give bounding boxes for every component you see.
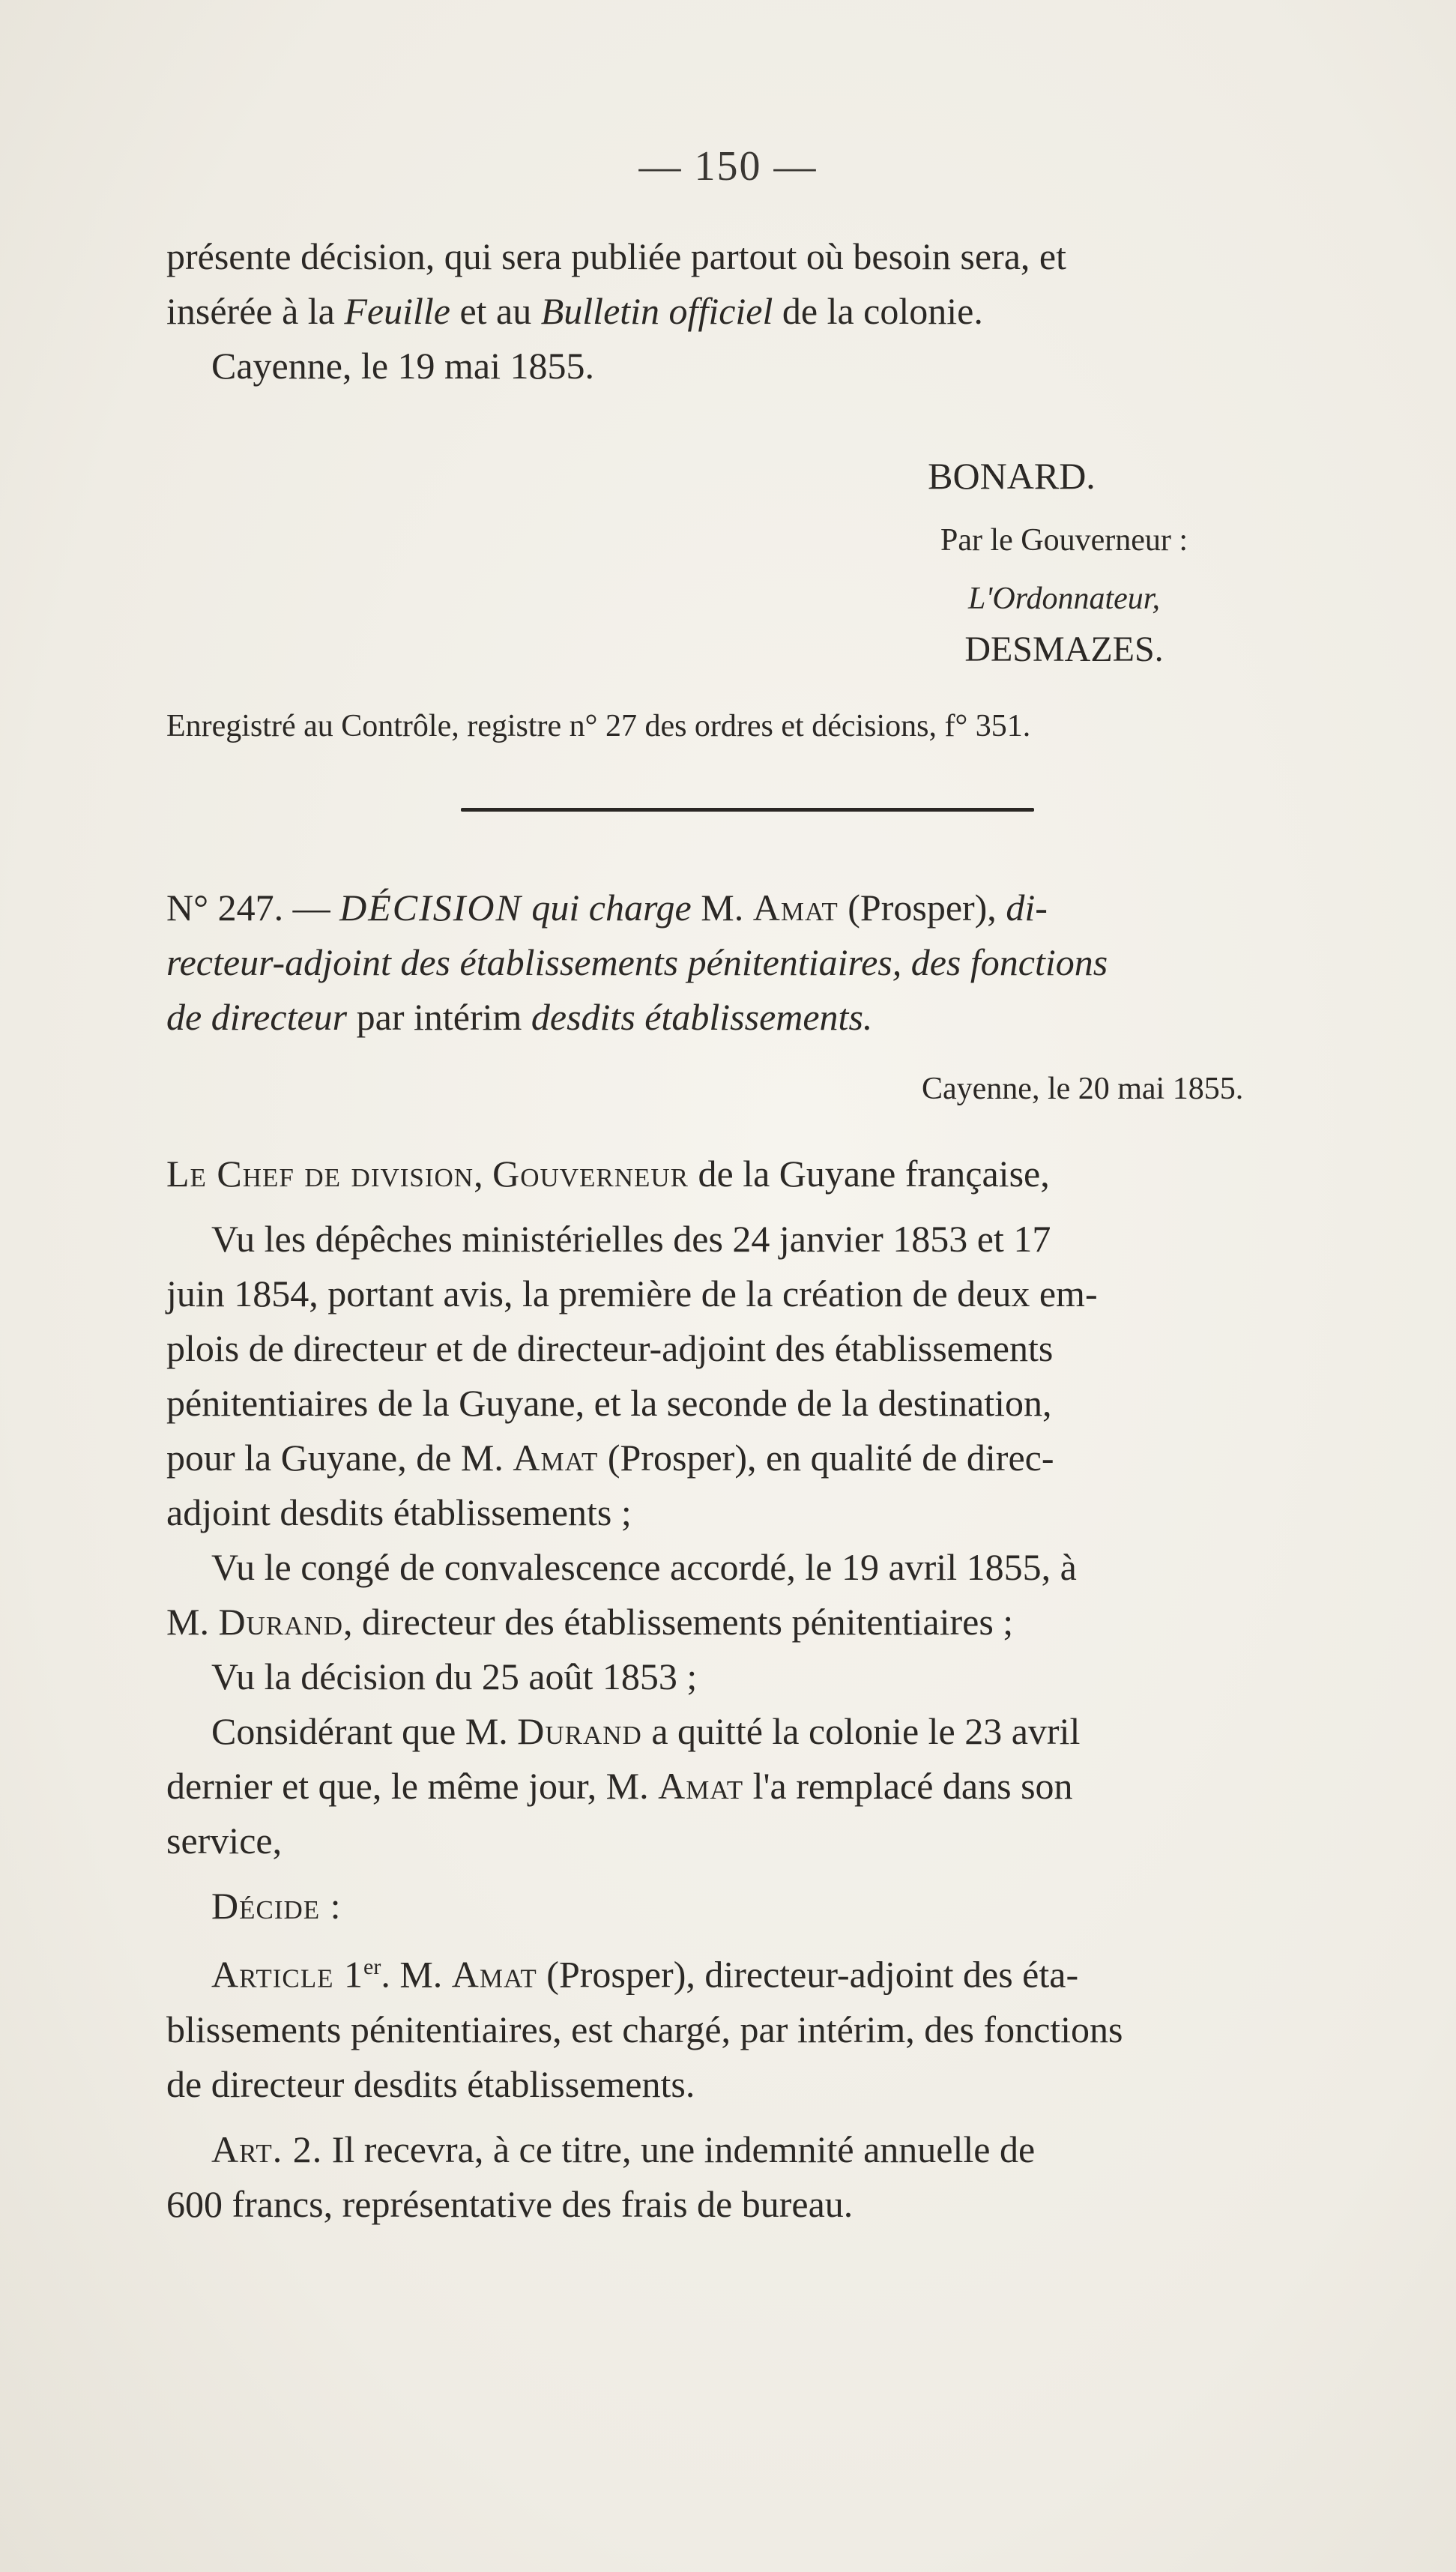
text-line [166,1704,1350,1759]
text-line [166,229,1350,284]
decision-title-line: recteur-adjoint des établissements pénitentiaires, des fonctions [166,941,1108,983]
article-2 [166,2122,1350,2177]
text-line [166,1759,1350,1814]
signature-block [824,448,1199,504]
text-line: Vu le congé de convalescence accordé, le 19 avril 1855, à [211,1546,1077,1588]
bulletin-title: Bulletin officiel [540,290,773,332]
chef-title: Le Chef de division [166,1153,474,1195]
text-line: plois de directeur et de directeur-adjoint des établissements [166,1327,1054,1369]
text: de la Guyane française, [689,1153,1050,1195]
text-line: blissements pénitentiaires, est chargé, par intérim, des fonctions [166,2008,1123,2050]
text: , directeur des établissements pénitentiaires ; [343,1601,1014,1643]
registration-note [166,703,1350,749]
par-le-gouverneur: Par le Gouverneur : [940,523,1188,558]
decision-title-line [166,881,1350,935]
text-line: service, [166,1820,283,1862]
text-line: de directeur desdits établissements. [166,2062,695,2105]
countersign-block [794,517,1334,677]
text: . M. [381,1953,452,1996]
text-line [166,1595,1350,1649]
place-date: Cayenne, le 19 mai 1855. [211,345,594,387]
section-divider [461,808,1034,812]
text: (Prosper), en qualité de direc- [598,1437,1054,1479]
article-label: Article 1 [211,1953,363,1996]
text-line: Vu les dépêches ministérielles des 24 janvier 1853 et 17 [211,1218,1051,1260]
name-durand: Durand [517,1710,642,1752]
text: pour la Guyane, de M. [166,1437,513,1479]
page-number: — 150 — [638,143,818,190]
decision-number: N° 247. — [166,887,330,929]
text: (Prosper), [838,887,1006,929]
text: insérée à la [166,290,345,332]
text: Il recevra, à ce titre, une indemnité annuelle de [322,2128,1036,2170]
name-amat: Amat [451,1953,537,1996]
closing-paragraph [166,229,1350,393]
name-durand: Durand [218,1601,344,1643]
name-amat: Amat [658,1765,744,1807]
feuille-title: Feuille [344,290,450,332]
signatory-name: BONARD. [928,455,1096,497]
text-line [166,1431,1350,1485]
text-line: juin 1854, portant avis, la première de la création de deux em- [166,1273,1098,1314]
name-amat: Amat [513,1437,599,1479]
text: de la colonie. [773,290,983,332]
text: par intérim [347,996,531,1038]
ordonnateur-title: L'Ordonnateur, [968,582,1160,616]
decision-header [166,881,1350,1045]
text: de directeur [166,996,348,1038]
text: dernier et que, le même jour, M. [166,1765,659,1807]
decision-date: Cayenne, le 20 mai 1855. [922,1072,1244,1106]
preamble [166,1147,1350,1201]
name-amat: Amat [752,887,839,929]
gouverneur-title: Gouverneur [492,1153,689,1195]
text-line [166,284,1350,339]
decision-word: DÉCISION [339,887,522,929]
text: M. [701,887,753,929]
text: , [474,1153,493,1195]
registration-text: Enregistré au Contrôle, registre n° 27 des ordres et décisions, f° 351. [166,709,1031,743]
text: qui charge [522,887,701,929]
text: di- [1006,887,1048,929]
text-line: pénitentiaires de la Guyane, et la seconde de la destination, [166,1382,1052,1424]
text: présente décision, qui sera publiée partout où besoin sera, et [166,235,1067,277]
article-1 [166,1939,1350,2002]
signatory2-name: DESMAZES. [964,630,1164,669]
text: l'a remplacé dans son [743,1765,1073,1807]
decide-heading: Décide : [211,1885,342,1927]
text-line: adjoint desdits établissements ; [166,1491,632,1533]
text: (Prosper), directeur-adjoint des éta- [537,1953,1079,1996]
text-line: 600 francs, représentative des frais de bureau. [166,2182,854,2225]
text-line: Vu la décision du 25 août 1853 ; [211,1655,698,1697]
text: a quitté la colonie le 23 avril [641,1710,1081,1752]
text: Considérant que M. [211,1710,518,1752]
decision-body [166,1147,1350,2232]
superscript: er [363,1954,381,1979]
text: desdits établissements. [531,996,873,1038]
article-label: Art. 2. [211,2128,323,2170]
text: et au [450,290,541,332]
text: M. [166,1601,219,1643]
decision-title-line [166,990,1350,1045]
decision-date-block [922,1066,1341,1112]
